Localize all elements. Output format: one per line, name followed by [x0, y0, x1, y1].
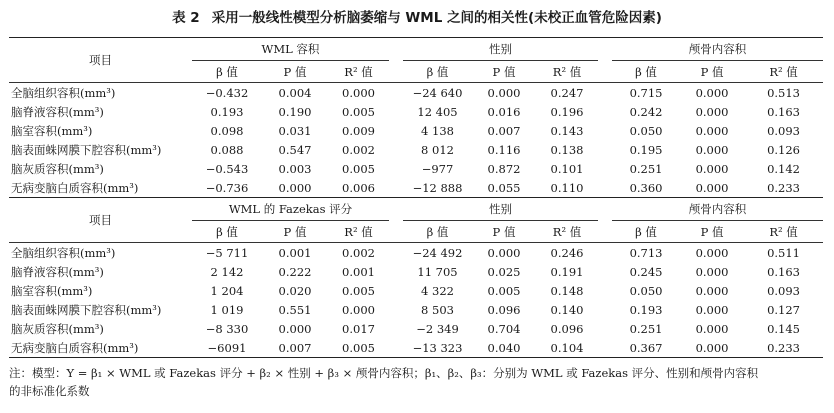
column-gap: [389, 338, 403, 358]
group-header: 性别: [403, 38, 598, 61]
table-cell: −24 492: [403, 243, 472, 263]
column-gap: [389, 319, 403, 338]
table-cell: 0.016: [487, 104, 521, 119]
table-cell: 0.088: [210, 142, 244, 157]
column-gap: [389, 102, 403, 121]
stat-header: P 值: [283, 224, 307, 239]
column-gap: [598, 300, 612, 319]
table-cell: 0.000: [472, 83, 536, 103]
table-cell: 0.000: [695, 264, 729, 279]
table-cell: 0.031: [278, 123, 312, 138]
table-cell: 0.127: [767, 302, 801, 317]
table-cell: 0.093: [767, 283, 801, 298]
table-cell: 0.050: [629, 123, 663, 138]
table-cell: 0.145: [767, 321, 801, 336]
table-caption: [0, 6, 834, 26]
table-row: [9, 243, 823, 263]
table-cell: 0.055: [472, 178, 536, 198]
table-cell: 0.713: [612, 243, 680, 263]
table-cell: 0.098: [210, 123, 244, 138]
table-cell: 0.193: [629, 302, 663, 317]
table-row: [9, 140, 823, 159]
table-cell: 8 012: [421, 142, 454, 157]
row-label: 脑脊液容积(mm³): [11, 264, 104, 279]
table-cell: 0.138: [550, 142, 584, 157]
table-cell: 0.004: [262, 83, 328, 103]
table-cell: 0.148: [550, 283, 584, 298]
column-gap: [598, 83, 612, 103]
row-label: 脑室容积(mm³): [11, 283, 93, 298]
stat-header: R² 值: [344, 64, 373, 79]
stat-header: β 值: [426, 224, 449, 239]
row-label: 全脑组织容积(mm³): [9, 83, 192, 103]
table-cell: 0.000: [342, 302, 375, 317]
table-cell: −0.736: [192, 178, 262, 198]
table-cell: 0.007: [487, 123, 521, 138]
table-cell: −977: [421, 161, 454, 176]
row-label: 脑灰质容积(mm³): [11, 321, 104, 336]
stat-header: P 值: [283, 64, 307, 79]
column-gap: [389, 83, 403, 103]
table-cell: 0.233: [744, 338, 823, 358]
table-cell: −0.432: [192, 83, 262, 103]
table-cell: 0.116: [487, 142, 521, 157]
stat-header: β 值: [426, 64, 449, 79]
table-cell: 0.040: [472, 338, 536, 358]
panel-2-body: [9, 243, 823, 358]
table-cell: 0.020: [278, 283, 312, 298]
table-cell: 0.104: [536, 338, 598, 358]
table-cell: 0.367: [612, 338, 680, 358]
table-cell: 0.872: [487, 161, 521, 176]
table-cell: 0.110: [536, 178, 598, 198]
table-cell: 0.163: [767, 264, 801, 279]
stat-header: β 值: [216, 64, 238, 79]
row-label: 脑灰质容积(mm³): [11, 161, 104, 176]
table-cell: 0.005: [342, 104, 375, 119]
stat-header: P 值: [492, 224, 516, 239]
table-cell: −12 888: [403, 178, 472, 198]
table-row: [9, 319, 823, 338]
table-cell: 4 322: [421, 283, 454, 298]
table-cell: 0.000: [695, 104, 729, 119]
table-cell: 0.050: [629, 283, 663, 298]
column-gap: [389, 140, 403, 159]
stat-header: R² 值: [552, 64, 582, 79]
column-gap: [389, 262, 403, 281]
table-row: [9, 121, 823, 140]
table-cell: 0.000: [695, 123, 729, 138]
table-row: [9, 300, 823, 319]
table-cell: 1 204: [210, 283, 244, 298]
table-cell: 0.360: [612, 178, 680, 198]
table-cell: 0.140: [550, 302, 584, 317]
table-cell: 8 503: [421, 302, 454, 317]
table-cell: 0.000: [695, 302, 729, 317]
column-gap: [598, 178, 612, 198]
table-cell: 0.002: [328, 243, 389, 263]
table-cell: 4 138: [421, 123, 454, 138]
table-cell: 0.000: [695, 283, 729, 298]
table-cell: 0.190: [278, 104, 312, 119]
column-gap: [389, 178, 403, 198]
table-cell: 0.000: [472, 243, 536, 263]
table-cell: 0.002: [342, 142, 375, 157]
table-cell: 0.001: [342, 264, 375, 279]
column-gap: [598, 140, 612, 159]
table-cell: −13 323: [403, 338, 472, 358]
table-cell: −8 330: [205, 321, 249, 336]
table-row: [9, 178, 823, 198]
table-cell: 0.005: [342, 161, 375, 176]
table-cell: 0.715: [612, 83, 680, 103]
item-header: 项目: [9, 198, 192, 243]
table-cell: 0.551: [278, 302, 312, 317]
table-cell: 0.196: [550, 104, 584, 119]
panel-2-group-header: [9, 198, 823, 221]
table-cell: 2 142: [210, 264, 244, 279]
stat-header: P 值: [700, 64, 724, 79]
column-gap: [389, 300, 403, 319]
stat-header: R² 值: [552, 224, 582, 239]
table-cell: 0.251: [629, 161, 663, 176]
column-gap: [598, 338, 612, 358]
table-row: [9, 102, 823, 121]
table-cell: 0.096: [487, 302, 521, 317]
stat-header: R² 值: [769, 64, 798, 79]
table-cell: 0.163: [767, 104, 801, 119]
column-gap: [598, 281, 612, 300]
table-cell: 0.000: [262, 178, 328, 198]
table-cell: 0.143: [550, 123, 584, 138]
stat-header: P 值: [700, 224, 724, 239]
row-label: 无病变脑白质容积(mm³): [9, 178, 192, 198]
table-cell: 0.005: [487, 283, 521, 298]
table-cell: 0.000: [680, 83, 744, 103]
group-header: WML 的 Fazekas 评分: [192, 198, 389, 221]
table-footnote: [9, 364, 825, 400]
panel-1-group-header: [9, 38, 823, 61]
table-cell: 0.000: [278, 321, 312, 336]
table-row: [9, 83, 823, 103]
column-gap: [598, 319, 612, 338]
table-cell: 1 019: [210, 302, 244, 317]
table-cell: 0.246: [536, 243, 598, 263]
row-label: 全脑组织容积(mm³): [9, 243, 192, 263]
group-header: 颅骨内容积: [612, 198, 823, 221]
row-label: 脑脊液容积(mm³): [11, 104, 104, 119]
table-cell: −5 711: [192, 243, 262, 263]
footnote-line: 注：模型：Y = β₁ × WML 或 Fazekas 评分 + β₂ × 性别 + β₃ × 颅骨内容积；β₁、β₂、β₃：分别为 WML 或 Fazekas 评分、性别和颅骨内容积: [9, 366, 759, 380]
table-cell: 0.000: [695, 161, 729, 176]
table-cell: 0.096: [550, 321, 584, 336]
table-row: [9, 338, 823, 358]
table-cell: 0.005: [328, 338, 389, 358]
table-cell: 0.511: [744, 243, 823, 263]
table-cell: 0.000: [680, 243, 744, 263]
table-cell: 0.025: [487, 264, 521, 279]
table-cell: 0.007: [262, 338, 328, 358]
table-cell: 0.142: [767, 161, 801, 176]
table-cell: 0.547: [278, 142, 312, 157]
table-cell: 0.000: [680, 338, 744, 358]
table-cell: 0.009: [342, 123, 375, 138]
table-cell: −24 640: [403, 83, 472, 103]
table-cell: −0.543: [205, 161, 249, 176]
table-cell: 0.233: [744, 178, 823, 198]
table-title: 采用一般线性模型分析脑萎缩与 WML 之间的相关性(未校正血管危险因素): [211, 10, 662, 26]
stat-header: R² 值: [769, 224, 798, 239]
table-cell: 0.245: [629, 264, 663, 279]
results-table: [9, 37, 823, 358]
table-cell: 0.191: [550, 264, 584, 279]
row-label: 脑表面蛛网膜下腔容积(mm³): [11, 302, 162, 317]
row-label: 脑表面蛛网膜下腔容积(mm³): [11, 142, 162, 157]
table-cell: 0.006: [328, 178, 389, 198]
table-cell: 0.242: [629, 104, 663, 119]
table-row: [9, 281, 823, 300]
column-gap: [389, 281, 403, 300]
table-cell: 0.513: [744, 83, 823, 103]
table-cell: 0.101: [550, 161, 584, 176]
column-gap: [598, 102, 612, 121]
table-cell: 0.704: [487, 321, 521, 336]
column-gap: [598, 159, 612, 178]
table-number: 表 2: [172, 10, 200, 26]
table-cell: 0.003: [278, 161, 312, 176]
stat-header: β 值: [216, 224, 238, 239]
column-gap: [389, 243, 403, 263]
table-cell: 0.000: [695, 142, 729, 157]
table-cell: 0.093: [767, 123, 801, 138]
stat-header: β 值: [635, 224, 657, 239]
table-row: [9, 159, 823, 178]
table-row: [9, 262, 823, 281]
table-cell: 0.000: [680, 178, 744, 198]
stat-header: R² 值: [344, 224, 373, 239]
row-label: 脑室容积(mm³): [11, 123, 93, 138]
column-gap: [598, 243, 612, 263]
table-cell: 0.017: [342, 321, 375, 336]
table-cell: 0.251: [629, 321, 663, 336]
table-cell: 12 405: [417, 104, 458, 119]
table-cell: 11 705: [417, 264, 458, 279]
group-header: 性别: [403, 198, 598, 221]
row-label: 无病变脑白质容积(mm³): [9, 338, 192, 358]
table-cell: 0.222: [278, 264, 312, 279]
table-cell: 0.126: [767, 142, 801, 157]
item-header: 项目: [9, 38, 192, 83]
group-header: 颅骨内容积: [612, 38, 823, 61]
column-gap: [598, 262, 612, 281]
table-cell: 0.000: [695, 321, 729, 336]
group-header: WML 容积: [192, 38, 389, 61]
stat-header: β 值: [635, 64, 657, 79]
table-cell: 0.247: [536, 83, 598, 103]
column-gap: [389, 121, 403, 140]
table-cell: −2 349: [416, 321, 459, 336]
table-cell: 0.005: [342, 283, 375, 298]
column-gap: [389, 159, 403, 178]
table-cell: 0.195: [629, 142, 663, 157]
table-cell: 0.193: [210, 104, 244, 119]
stat-header: P 值: [492, 64, 516, 79]
column-gap: [598, 121, 612, 140]
table-cell: 0.000: [328, 83, 389, 103]
table-cell: −6091: [192, 338, 262, 358]
panel-1-body: [9, 83, 823, 198]
footnote-line: 的非标准化系数: [9, 384, 90, 398]
table-cell: 0.001: [262, 243, 328, 263]
